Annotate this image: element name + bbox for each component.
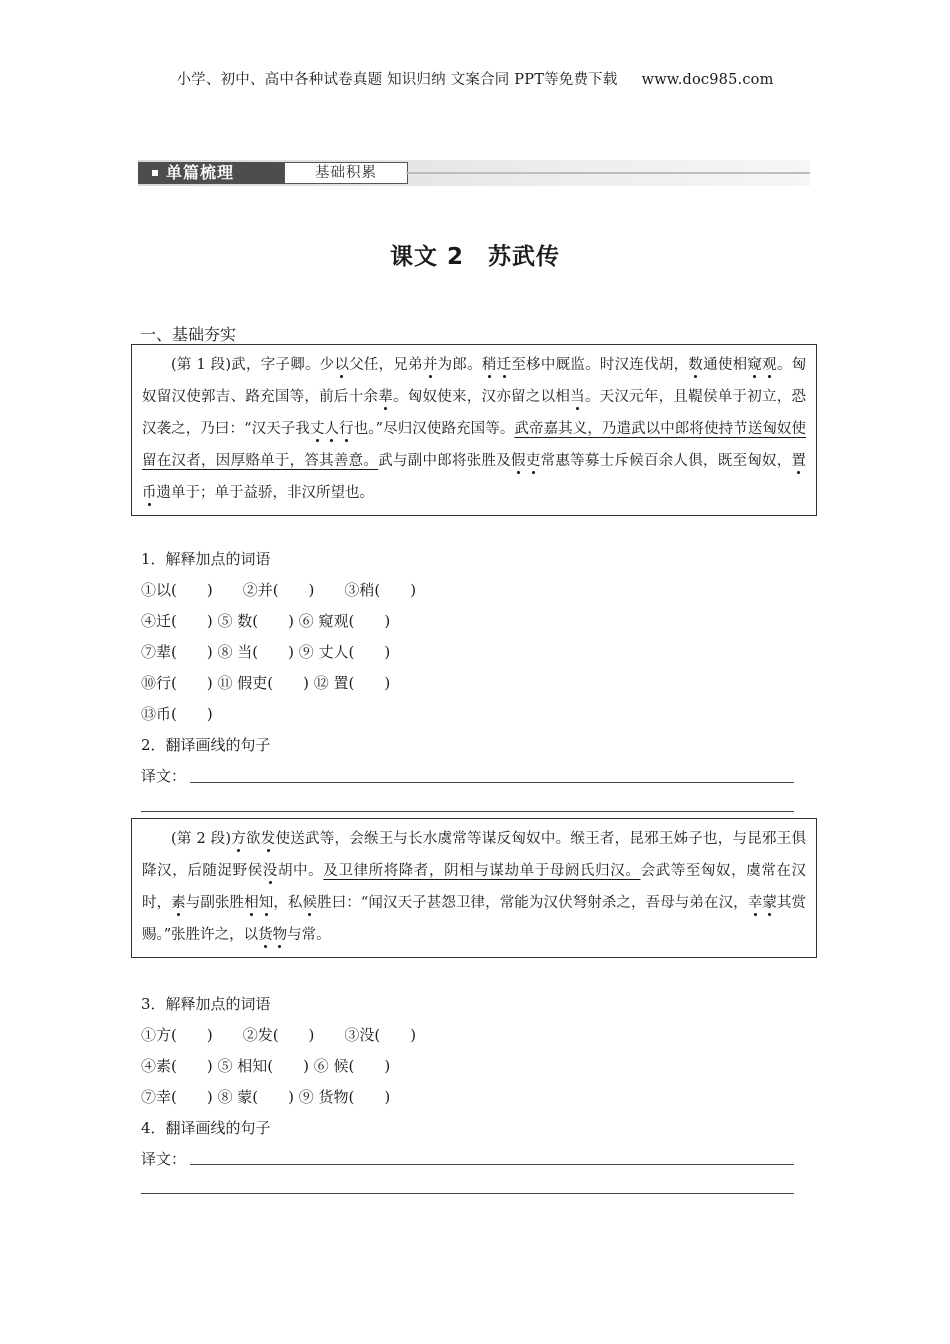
emphasis-char: 当 (570, 389, 585, 405)
dotted-word (747, 357, 777, 373)
dotted-word (526, 453, 541, 469)
question-3-line: ④素( ) ⑤ 相知( ) ⑥ 候( ) (141, 1057, 391, 1075)
dotted-word (497, 357, 512, 373)
dotted-word (273, 927, 288, 943)
emphasis-char: 人 (324, 421, 340, 437)
passage-segment: 其赏赐。”张胜许之，以 (142, 895, 807, 943)
dotted-word (231, 831, 246, 847)
dotted-word (261, 831, 276, 847)
emphasis-char: 候 (302, 895, 318, 911)
emphasis-char: 发 (260, 831, 276, 847)
emphasis-char: 方 (230, 831, 246, 847)
question-1-line: ⑦辈( ) ⑧ 当( ) ⑨ 丈人( ) (141, 643, 391, 661)
dotted-word (423, 357, 438, 373)
passage-box-1 (131, 344, 817, 516)
passage-box-2 (131, 818, 817, 958)
emphasis-char: 币 (142, 485, 157, 501)
passage-segment: 父任，兄弟 (349, 357, 423, 373)
dotted-word (511, 453, 526, 469)
page-title: 课文 2 苏武传 (389, 244, 560, 270)
passage-segment: 欲 (245, 831, 261, 847)
dotted-word (482, 357, 497, 373)
question-3-line: ①方( ) ②发( ) ③没( ) (141, 1026, 417, 1044)
emphasis-char: 幸 (747, 895, 763, 911)
emphasis-char: 迁 (496, 357, 512, 373)
banner-secondary: 基础积累 (284, 162, 408, 184)
question-1-line: ⑩行( ) ⑪ 假吏( ) ⑫ 置( ) (141, 674, 391, 692)
emphasis-char: 相 (244, 895, 259, 911)
question-1-line: ④迁( ) ⑤ 数( ) ⑥ 窥观( ) (141, 612, 391, 630)
dotted-word (325, 421, 340, 437)
emphasis-char: 没 (262, 863, 278, 879)
question-3-title: 3．解释加点的词语 (141, 995, 271, 1013)
header-text: 小学、初中、高中各种试卷真题 知识归纳 文案合同 PPT等免费下载 (176, 72, 618, 88)
passage-segment: 与副张胜 (185, 895, 245, 911)
dotted-word (259, 895, 274, 911)
passage-segment: 会武等至匈奴，虞常在汉时， (142, 863, 807, 911)
emphasis-char: 以 (334, 357, 350, 373)
dotted-word (762, 895, 777, 911)
question-3-line: ⑦幸( ) ⑧ 蒙( ) ⑨ 货物( ) (141, 1088, 391, 1106)
passage-text-2 (142, 823, 806, 951)
emphasis-char: 知 (258, 895, 274, 911)
answer-line[interactable] (141, 1193, 794, 1194)
dotted-word (748, 895, 763, 911)
emphasis-char: 行 (339, 421, 354, 437)
dotted-word (303, 895, 318, 911)
answer-line[interactable] (190, 782, 794, 783)
passage-segment: 为郎。 (437, 357, 482, 373)
question-4-label: 译文： (141, 1150, 187, 1168)
passage-segment: 武与副中郎将张胜及 (378, 453, 512, 469)
passage-segment: 遗单于；单于益骄，非汉所望也。 (156, 485, 374, 501)
emphasis-char: 置 (791, 453, 807, 469)
passage-segment: 胡中。 (277, 863, 324, 879)
question-1-title: 1．解释加点的词语 (141, 550, 271, 568)
dotted-word (258, 927, 273, 943)
dotted-word (142, 485, 157, 501)
passage-segment: 。匈奴使来，汉亦留之以相 (392, 389, 571, 405)
page-header (0, 68, 950, 89)
underlined-sentence: 及卫律所将降者，阴相与谋劫单于母阏氏归汉。 (323, 863, 641, 879)
dotted-word (171, 895, 186, 911)
dotted-word (792, 453, 807, 469)
question-2-title: 2．翻译画线的句子 (141, 736, 271, 754)
answer-line[interactable] (190, 1164, 794, 1165)
dotted-word (339, 421, 354, 437)
passage-segment: 与常。 (287, 927, 331, 943)
passage-text-1 (142, 349, 806, 509)
banner-primary: 单篇梳理 (138, 162, 284, 184)
emphasis-char: 观 (762, 357, 777, 373)
passage-segment: 。天汉元年，且鞮侯单于初立，恐汉袭之，乃曰：“汉天子我 (142, 389, 807, 437)
dotted-word (310, 421, 325, 437)
question-1-line: ①以( ) ②并( ) ③稍( ) (141, 581, 417, 599)
passage-segment: 使送武等，会缑王与长水虞常等谋反匈奴中。缑王者，昆邪王姊子也，与昆邪王俱降汉，后随浞野侯 (142, 831, 807, 879)
passage-segment: (第 2 段) (171, 831, 231, 847)
dotted-word (244, 895, 259, 911)
question-4-title: 4．翻译画线的句子 (141, 1119, 271, 1137)
emphasis-char: 蒙 (762, 895, 777, 911)
passage-segment: (第 1 段)武，字子卿。少 (171, 357, 335, 373)
emphasis-char: 吏 (525, 453, 541, 469)
banner-rule (406, 172, 810, 174)
section-heading: 一、基础夯实 (140, 325, 237, 344)
dotted-word (688, 357, 703, 373)
emphasis-char: 窥 (747, 357, 763, 373)
passage-segment: 通使相 (703, 357, 748, 373)
section-banner (138, 160, 810, 186)
passage-segment: ，私 (273, 895, 303, 911)
square-bullet-icon (152, 170, 158, 176)
emphasis-char: 并 (422, 357, 438, 373)
passage-segment: 至栘中厩监。时汉连伐胡， (511, 357, 689, 373)
emphasis-char: 稍 (481, 357, 497, 373)
header-url[interactable]: www.doc985.com (641, 72, 774, 88)
question-1-line: ⑬币( ) (141, 705, 213, 723)
dotted-word (378, 389, 393, 405)
passage-segment: 也。”尽归汉使路充国等。 (353, 421, 515, 437)
emphasis-char: 辈 (378, 389, 393, 405)
dotted-word (334, 357, 349, 373)
dotted-word (263, 863, 278, 879)
answer-line[interactable] (141, 811, 794, 812)
emphasis-char: 物 (272, 927, 288, 943)
emphasis-char: 货 (258, 927, 273, 943)
passage-segment: 胜曰：“闻汉天子甚怨卫律，常能为汉伏弩射杀之，吾母与弟在汉， (317, 895, 748, 911)
passage-segment: 常惠等募士斥候百余人俱，既至匈奴， (540, 453, 792, 469)
underlined-sentence: 武帝嘉其义，乃遣武以中郎将使持节送匈奴使留在汉者，因厚赂单于，答其善意。 (142, 421, 807, 469)
dotted-word (570, 389, 585, 405)
emphasis-char: 假 (511, 453, 526, 469)
emphasis-char: 素 (171, 895, 186, 911)
question-2-label: 译文： (141, 767, 187, 785)
passage-segment: 。匈奴留汉使郭吉、路充国等，前后十余 (142, 357, 807, 405)
emphasis-char: 丈 (309, 421, 325, 437)
emphasis-char: 数 (688, 357, 704, 373)
